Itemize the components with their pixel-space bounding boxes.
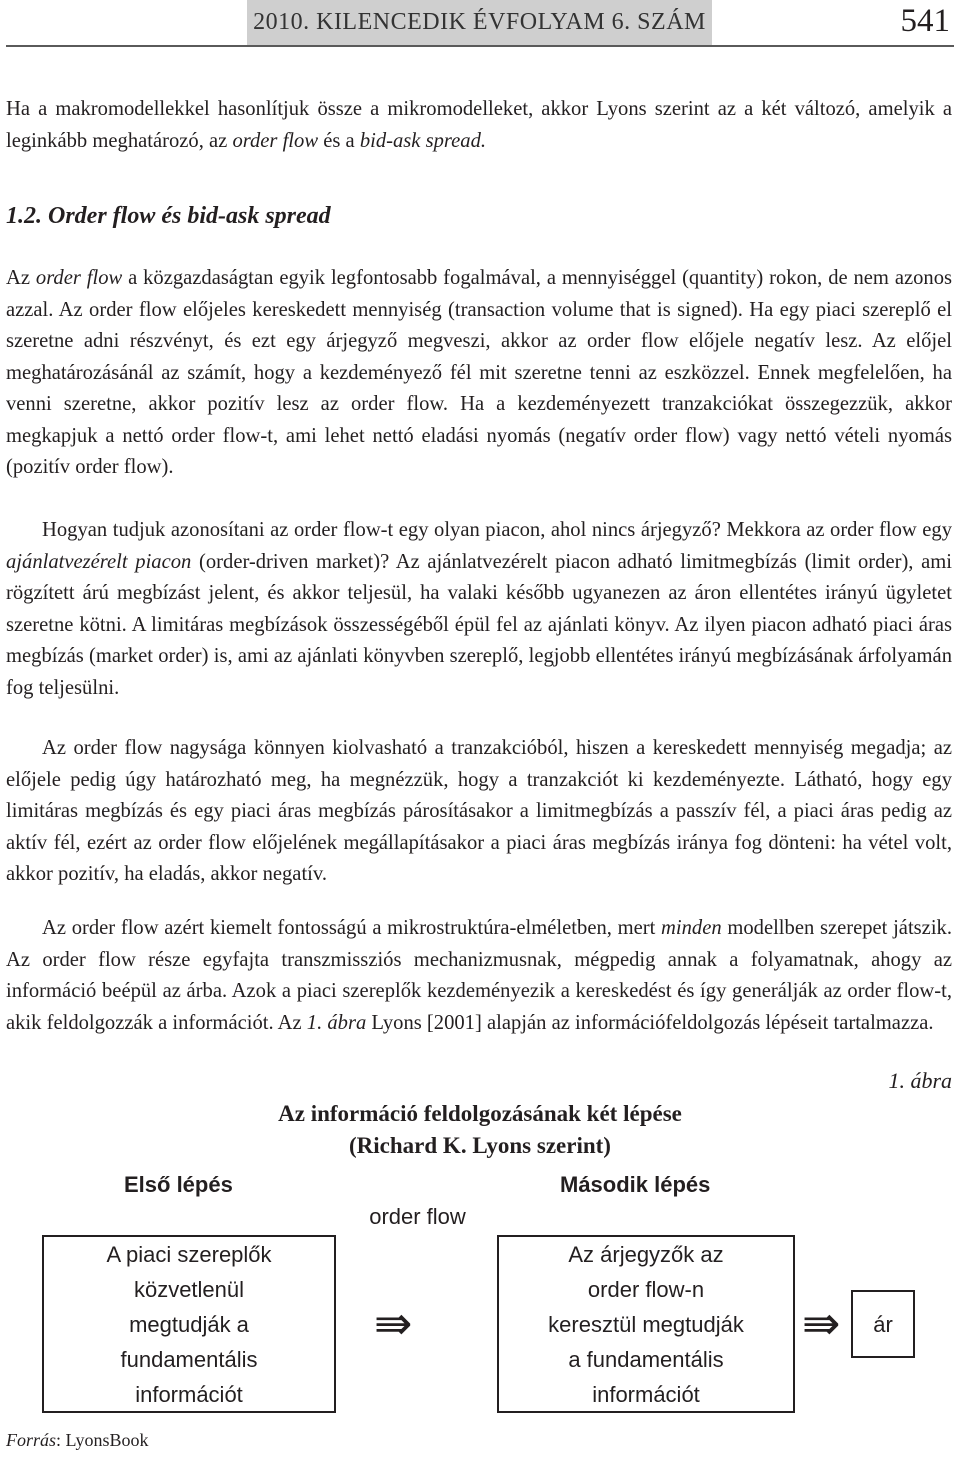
- paragraph-1: [6, 263, 952, 484]
- para4-figure-ref: 1. ábra: [306, 1011, 367, 1034]
- box2-line: order flow-n: [587, 1276, 705, 1302]
- para1-lead: Az: [6, 267, 36, 289]
- step-2-box: [497, 1235, 795, 1413]
- step-1-box: [42, 1235, 336, 1413]
- figure-label: 1. ábra: [888, 1068, 952, 1093]
- para2-body: (order-driven market)? Az ajánlatvezérelt piacon adható limitmegbízás (limit order), ami rögzített árú megbízást jelent, és akkor teljesül, ha valaki később ugyanezen az áron ellentétes irányú ügyletet szeretne kötni. A limitáras megbízások összességéből épül fel az ajánlati könyv. Az ilyen piacon adható piaci áras megbízás (market order) is, ami az ajánlati könyvben szereplő, legjobb ellentétes irányú megbízásának árfolyamán fog teljesülni.: [6, 550, 952, 699]
- box1-line: A piaci szereplők: [106, 1241, 272, 1267]
- figure-source: [6, 1430, 149, 1451]
- section-title: 1.2. Order flow és bid-ask spread: [6, 203, 331, 229]
- box2-line: Az árjegyzők az: [568, 1241, 724, 1267]
- order-flow-label: order flow: [369, 1204, 466, 1229]
- box1-line: fundamentális: [120, 1346, 258, 1372]
- journal-issue: 2010. KILENCEDIK ÉVFOLYAM 6. SZÁM: [253, 9, 706, 35]
- para1-term: order flow: [35, 267, 123, 289]
- para4-lead: Az order flow azért kiemelt fontosságú a mikrostruktúra-elméletben, mert: [42, 917, 662, 939]
- source-separator: :: [56, 1430, 66, 1450]
- para2-lead: Hogyan tudjuk azonosítani az order flow-t egy olyan piacon, ahol nincs árjegyző? Mekkora az order flow egy: [42, 519, 952, 541]
- double-right-arrow-icon: ⇛: [802, 1296, 841, 1350]
- intro-paragraph: [6, 94, 952, 157]
- header-divider: [6, 45, 954, 47]
- para4-body: modellben szerepet játszik. Az order flow része egyfajta transzmissziós mechanizmusnak, mégpedig annak a folyamatnak, ahogy az információ beépül az árba. Azok a piaci szereplők kezdeményezik a kereskedést és így generálják az order flow-t, akik feldolgozzák a információt. Az: [6, 917, 952, 1034]
- para1-body: a közgazdaságtan egyik legfontosabb fogalmával, a mennyiséggel (quantity) rokon, de nem azonos azzal. Az order flow előjeles kereskedett mennyiség (transaction volume that is signed). Ha egy piaci szereplő el szeretne adni részvényt, és ezt egy árjegyző megveszi, akkor az order flow előjele negatív lesz. Az előjel meghatározásánál az számít, hogy a kezdeményező fél mit szeretne tenni az eszközzel. Ennek megfelelően, ha venni szeretne, akkor pozitív lesz az order flow. Ha a kezdeményezett tranzakciókat összegezzük, akkor megkapjuk a nettó order flow-t, ami lehet nettó eladási nyomás (negatív order flow) vagy nettó vételi nyomás (pozitív order flow).: [6, 267, 953, 478]
- box1-line: információt: [135, 1381, 243, 1407]
- para4-tail: Lyons [2001] alapján az információfeldolgozás lépéseit tartalmazza.: [366, 1011, 934, 1034]
- source-label: Forrás: [6, 1430, 57, 1450]
- box2-line: információt: [592, 1381, 700, 1407]
- para2-term: ajánlatvezérelt piacon: [6, 550, 192, 573]
- paragraph-4: [6, 913, 952, 1039]
- box1-line: közvetlenül: [133, 1276, 245, 1302]
- box2-line: keresztül megtudják: [548, 1311, 744, 1337]
- paragraph-2: [6, 515, 952, 704]
- source-text: LyonsBook: [65, 1430, 149, 1450]
- figure-title-line2: (Richard K. Lyons szerint): [349, 1133, 611, 1158]
- journal-header: [247, 0, 712, 45]
- price-box: [851, 1290, 915, 1358]
- box2-line: a fundamentális: [568, 1346, 724, 1372]
- page-number: 541: [900, 3, 950, 39]
- double-right-arrow-icon: ⇛: [374, 1296, 413, 1350]
- intro-text: Ha a makromodellekkel hasonlítjuk össze a mikromodelleket, akkor Lyons szerint az a két változó, amelyik a leginkább meghatározó, az: [6, 98, 952, 152]
- price-label: ár: [873, 1311, 893, 1337]
- step-1-label: Első lépés: [124, 1172, 233, 1197]
- step-2-label: Második lépés: [560, 1172, 711, 1197]
- intro-term-bid-ask: bid-ask spread.: [359, 129, 487, 152]
- box1-line: megtudják a: [129, 1311, 249, 1337]
- paragraph-3: Az order flow nagysága könnyen kiolvasható a tranzakcióból, hiszen a kereskedett mennyiség megadja; az előjele pedig úgy határozható meg, ha megnézzük, hogy a tranzakciót ki kezdeményezte. Látható, hogy egy limitáras megbízás és egy piaci áras megbízás párosításakor a limitmegbízás a passzív fél, a piaci áras pedig az aktív fél, ezért az order flow előjelének megállapításakor a piaci áras megbízás iránya fog dönteni: ha vétel volt, akkor pozitív, ha eladás, akkor negatív.: [6, 737, 952, 885]
- figure-title-line1: Az információ feldolgozásának két lépése: [278, 1101, 682, 1126]
- intro-term-order-flow: order flow: [232, 129, 319, 152]
- intro-text-conj: és a: [318, 129, 360, 152]
- para4-emphasis: minden: [661, 917, 722, 939]
